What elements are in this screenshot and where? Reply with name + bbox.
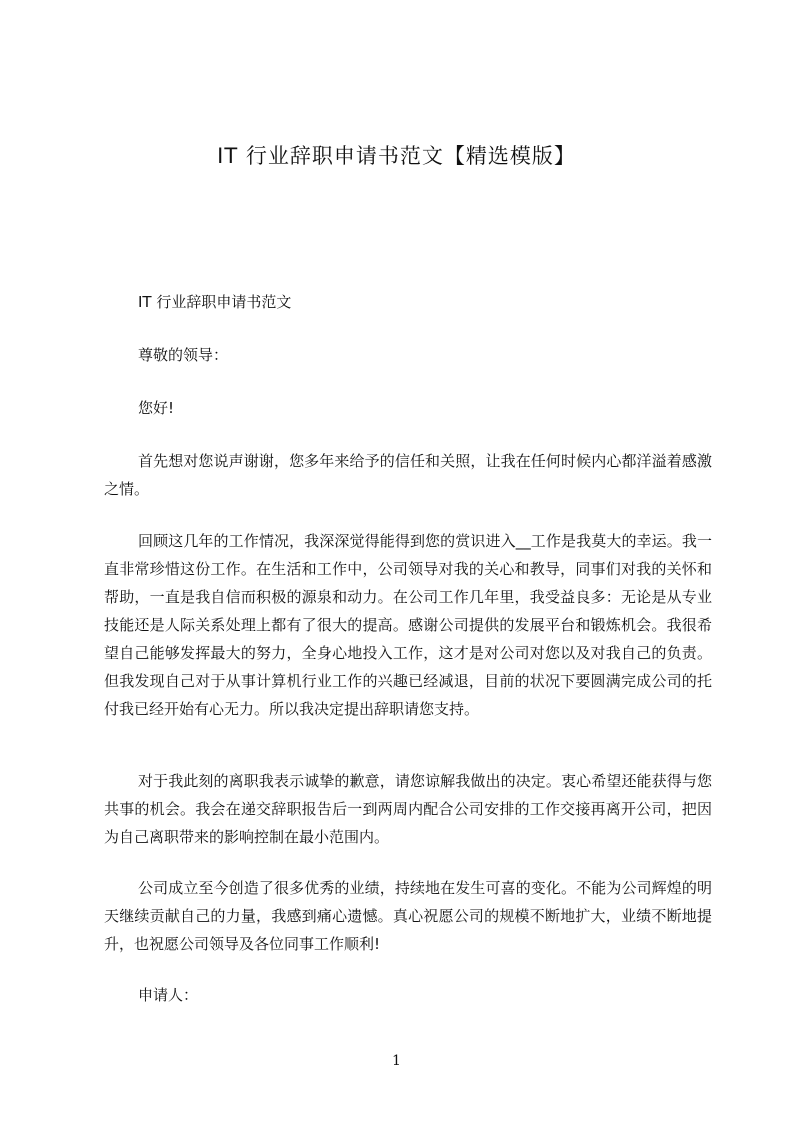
salutation: 尊敬的领导：	[138, 346, 229, 364]
signature-label: 申请人：	[138, 986, 199, 1004]
document-subtitle: IT 行业辞职申请书范文	[138, 293, 292, 311]
paragraph-thanks: 首先想对您说声谢谢，您多年来给予的信任和关照，让我在任何时候内心都洋溢着感激之情。	[104, 452, 712, 498]
greeting: 您好!	[138, 399, 175, 417]
paragraph-apology: 对于我此刻的离职我表示诚挚的歉意，请您谅解我做出的决定。衷心希望还能获得与您共事的机会。我会在递交辞职报告后一到两周内配合公司安排的工作交接再离开公司，把因为自己离职带来的影响控制在最小范围内。	[104, 772, 712, 846]
document-title: IT 行业辞职申请书范文【精选模版】	[217, 144, 576, 168]
page-number: 1	[392, 1053, 401, 1069]
paragraph-wishes: 公司成立至今创造了很多优秀的业绩，持续地在发生可喜的变化。不能为公司辉煌的明天继续贡献自己的力量，我感到痛心遗憾。真心祝愿公司的规模不断地扩大，业绩不断地提升，也祝愿公司领导及各位同事工作顺利!	[104, 879, 712, 953]
paragraph-review: 回顾这几年的工作情况，我深深觉得能得到您的赏识进入__工作是我莫大的幸运。我一直非常珍惜这份工作。在生活和工作中，公司领导对我的关心和教导，同事们对我的关怀和帮助，一直是我自信而积极的源泉和动力。在公司工作几年里，我受益良多：无论是从专业技能还是人际关系处理上都有了很大的提高。感谢公司提供的发展平台和锻炼机会。我很希望自己能够发挥最大的努力，全身心地投入工作，这才是对公司对您以及对我自己的负责。但我发现自己对于从事计算机行业工作的兴趣已经减退，目前的状况下要圆满完成公司的托付我已经开始有心无力。所以我决定提出辞职请您支持。	[104, 532, 712, 718]
